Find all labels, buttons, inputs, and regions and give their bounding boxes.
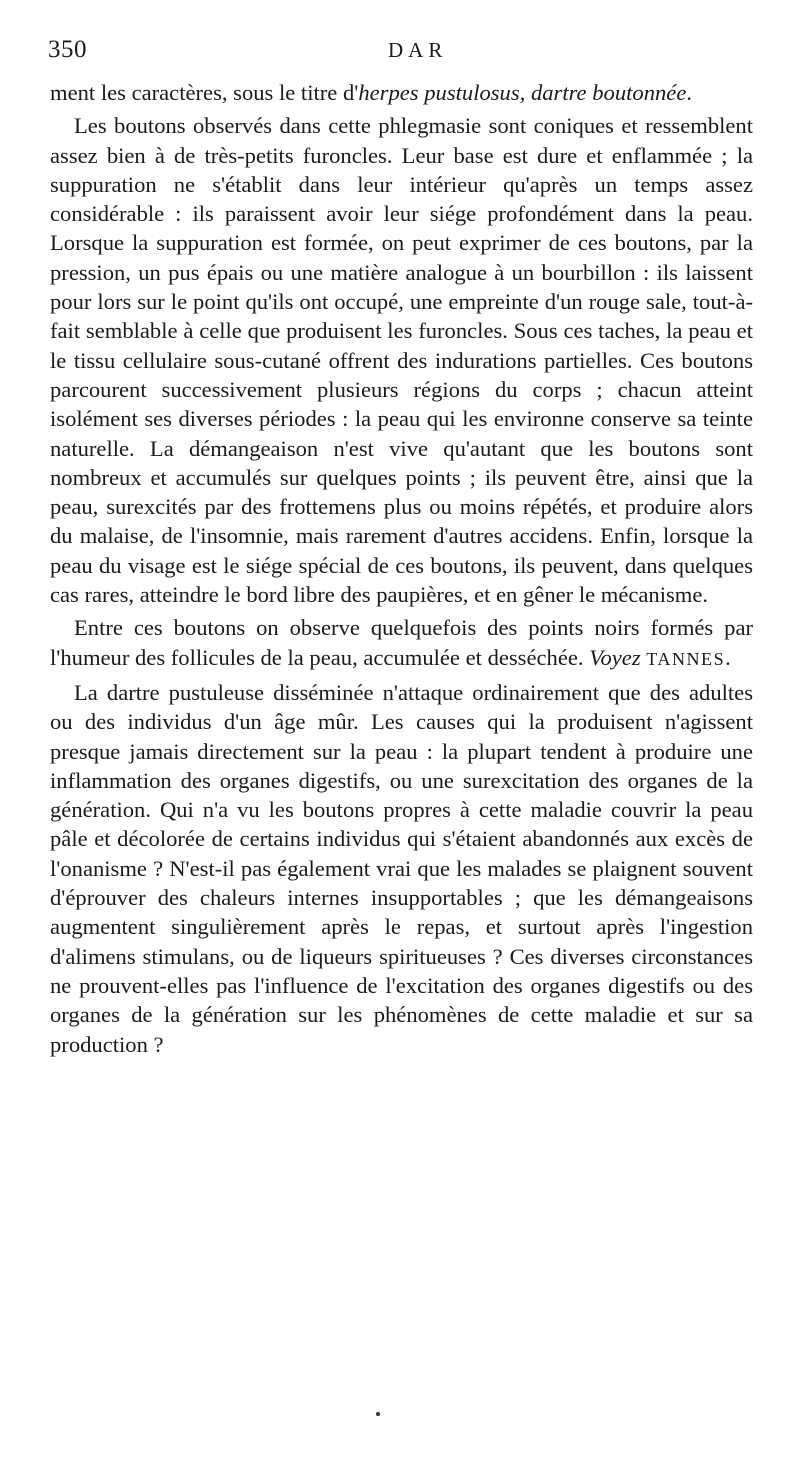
ink-speck: [376, 1412, 380, 1416]
italic-term: herpes pustulosus, dartre boutonnée: [358, 80, 687, 105]
cross-reference-term: TANNES: [646, 648, 726, 669]
page-header: [48, 36, 758, 72]
page-number: 350: [48, 36, 87, 63]
paragraph-2: [50, 111, 753, 609]
paragraph-4: [50, 678, 753, 1059]
cross-reference-label: Voyez: [589, 644, 641, 670]
text-segment: .: [686, 80, 693, 105]
text-segment: ment les caractères, sous le titre d': [50, 80, 359, 105]
text-segment: .: [725, 644, 731, 670]
running-head: DAR: [388, 38, 448, 62]
paragraph-1: [50, 78, 753, 107]
text-segment: La dartre pustuleuse disséminée n'attaque ordinairement que des adultes ou des individus d'un âge mûr. Les causes qui la produisent n'agissent presque jamais directement sur la peau : la plupart tendent à produire une inflammation des organes digestifs, ou une surexcitation des organes de la génération. Qui n'a vu les boutons propres à cette maladie couvrir la peau pâle et décolorée de certains individus qui s'étaient abandonnés aux excès de l'onanisme ? N'est-il pas également vrai que les malades se plaignent souvent d'éprouver des chaleurs internes insupportables ; que les démangeaisons augmentent singulièrement après le repas, et surtout après l'ingestion d'alimens stimulans, ou de liqueurs spiritueuses ? Ces diverses circonstances ne prouvent-elles pas l'influence de l'excitation des organes digestifs ou des organes de la génération sur les phénomènes de cette maladie et sur sa production ?: [50, 679, 753, 1057]
text-segment: Les boutons observés dans cette phlegmasie sont coniques et ressemblent assez bien à de très-petits furoncles. Leur base est dure et enflammée ; la suppuration ne s'établit dans leur intérieur qu'après un temps assez considérable : ils paraissent avoir leur siége profondément dans la peau. Lorsque la suppuration est formée, on peut exprimer de ces boutons, par la pression, un pus épais ou une matière analogue à un bourbillon : ils laissent pour lors sur le point qu'ils ont occupé, une empreinte d'un rouge sale, tout-à-fait semblable à celle que produisent les furoncles. Sous ces taches, la peau et le tissu cellulaire sous-cutané offrent des indurations partielles. Ces boutons parcourent successivement plusieurs régions du corps ; chacun atteint isolément ses diverses périodes : la peau qui les environne conserve sa teinte naturelle. La démangeaison n'est vive qu'autant que les boutons sont nombreux et accumulés sur quelques points ; ils peuvent être, ainsi que la peau, surexcités par des frottemens plus ou moins répétés, et produire alors du malaise, de l'insomnie, mais rarement d'autres accidens. Enfin, lorsque la peau du visage est le siége spécial de ces boutons, ils peuvent, dans quelques cas rares, atteindre le bord libre des paupières, et en gêner le mécanisme.: [50, 113, 753, 608]
text-segment: Entre ces boutons on observe quelquefois des points noirs formés par l'humeur des follicules de la peau, accumulée et desséchée.: [50, 615, 753, 670]
body-text: [50, 78, 753, 1059]
paragraph-3: [50, 613, 753, 674]
